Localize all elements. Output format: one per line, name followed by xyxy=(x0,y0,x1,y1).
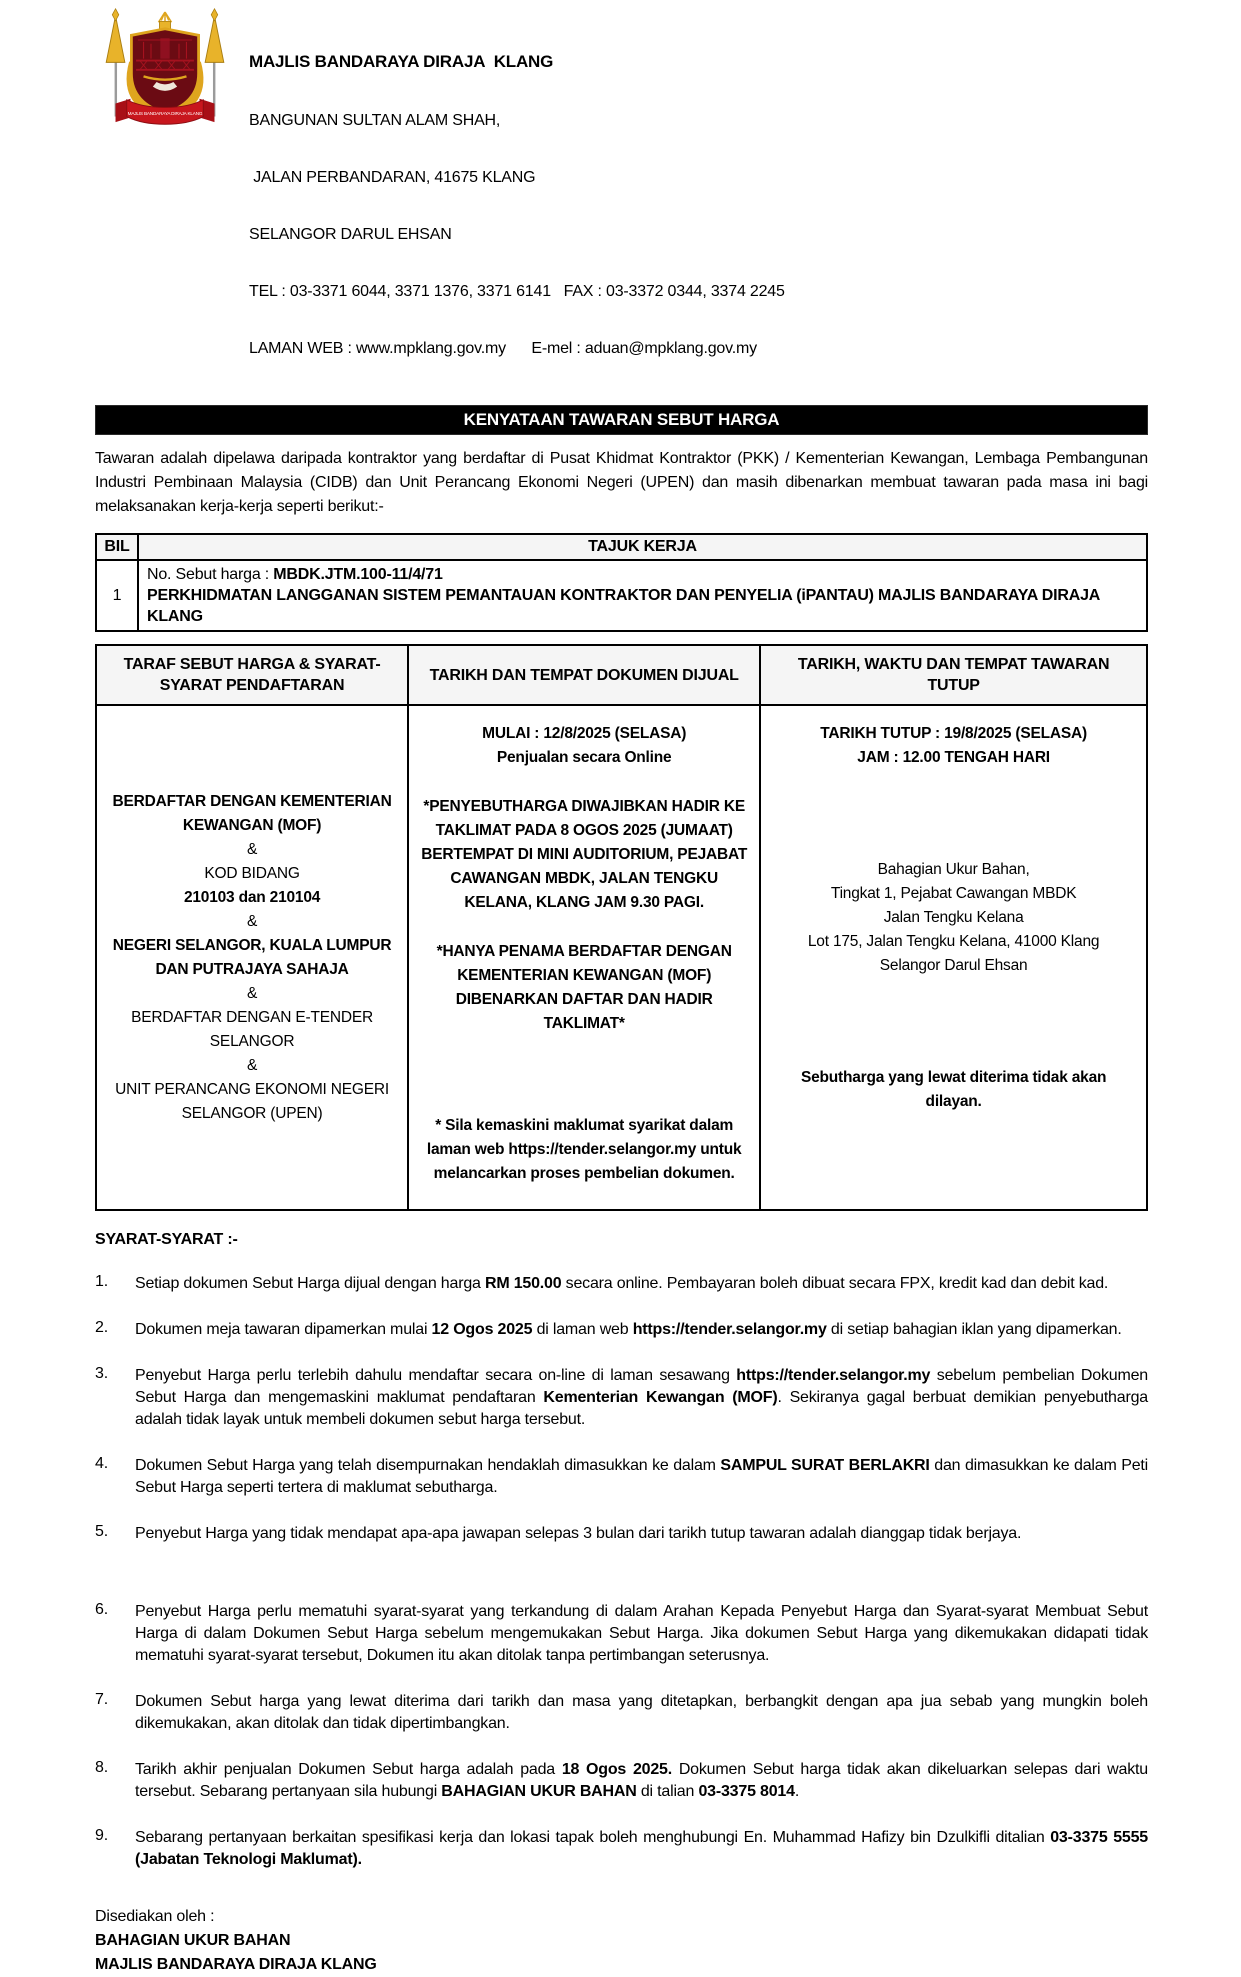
crest-top-ornament xyxy=(158,12,171,30)
registration-requirements-cell xyxy=(96,705,408,1210)
intro-paragraph: Tawaran adalah dipelawa daripada kontraktor yang berdaftar di Pusat Khidmat Kontraktor (PKK) / Kementerian Kewangan, Lembaga Pembangunan Industri Pembinaan Malaysia (CIDB) dan Unit Perancang Ekonomi Negeri (UPEN) dan masih dibenarkan membuat tawaran pada masa ini bagi melaksanakan kerja-kerja seperti berikut:- xyxy=(95,450,1148,515)
left-flag-icon xyxy=(106,9,125,117)
right-flag-icon xyxy=(205,9,224,117)
text-line: & xyxy=(247,912,258,930)
text-line: & xyxy=(247,984,258,1002)
text-line: MULAI : 12/8/2025 (SELASA) xyxy=(482,725,687,742)
condition-item xyxy=(95,1759,1148,1803)
text-segment: Dokumen Sebut harga yang lewat diterima dari tarikh dan masa yang ditetapkan, berbangkit dengan apa jua sebab yang mungkin boleh dikemukakan, akan ditolak dan tidak dipertimbangkan. xyxy=(135,1693,1148,1732)
text-segment: . Sekiranya gagal berbuat demikian penyebutharga adalah tidak layak untuk membeli dokumen sebut harga tersebut. xyxy=(135,1389,1148,1428)
text-segment: . xyxy=(794,1783,800,1800)
text-line: Penjualan secara Online xyxy=(496,749,672,766)
condition-text xyxy=(135,1455,1148,1499)
text-line: *HANYA PENAMA BERDAFTAR DENGAN KEMENTERIAN KEWANGAN (MOF) DIBENARKAN DAFTAR DAN HADIR TAKLIMAT* xyxy=(436,943,732,1032)
text-segment: Kementerian Kewangan (MOF) xyxy=(543,1389,778,1406)
cell-paragraph xyxy=(773,858,1134,978)
text-segment: di setiap bahagian iklan yang dipamerkan. xyxy=(826,1321,1122,1338)
letterhead xyxy=(95,6,1148,396)
text-line: * Sila kemaskini maklumat syarikat dalam laman web https://tender.selangor.my untuk melancarkan proses pembelian dokumen. xyxy=(426,1117,742,1182)
condition-text xyxy=(135,1827,1148,1871)
text-line: 210103 dan 210104 xyxy=(183,888,321,906)
text-segment: https://tender.selangor.my xyxy=(632,1321,827,1338)
text-segment: Penyebut Harga yang tidak mendapat apa-apa jawapan selepas 3 bulan dari tarikh tutup tawaran adalah dianggap tidak berjaya. xyxy=(135,1525,1022,1542)
text-line: & xyxy=(247,1056,258,1074)
text-segment: Dokumen Sebut Harga yang telah disempurnakan hendaklah dimasukkan ke dalam xyxy=(135,1457,721,1474)
condition-item xyxy=(95,1601,1148,1667)
prepared-by-label: Disediakan oleh : xyxy=(95,1908,215,1925)
cell-paragraph xyxy=(773,1066,1134,1114)
text-line: *PENYEBUTHARGA DIWAJIBKAN HADIR KE TAKLIMAT PADA 8 OGOS 2025 (JUMAAT) BERTEMPAT DI MINI AUDITORIUM, PEJABAT CAWANGAN MBDK, JALAN TENGKU KELANA, KLANG JAM 9.30 PAGI. xyxy=(421,798,748,911)
text-segment: sebelum pembelian Dokumen Sebut Harga dan mengemaskini maklumat pendaftaran xyxy=(135,1367,1148,1406)
text-segment: https://tender.selangor.my xyxy=(736,1367,931,1384)
text-segment: BAHAGIAN UKUR BAHAN xyxy=(441,1783,637,1800)
text-line: TARIKH TUTUP : 19/8/2025 (SELASA) xyxy=(820,725,1087,742)
text-segment: Dokumen meja tawaran dipamerkan mulai xyxy=(135,1321,432,1338)
text-segment: No. Sebut harga : xyxy=(147,566,274,583)
footer-org: MAJLIS BANDARAYA DIRAJA KLANG xyxy=(95,1956,377,1973)
text-segment: SAMPUL SURAT BERLAKRI xyxy=(720,1457,930,1474)
text-line: Jalan Tengku Kelana xyxy=(883,909,1024,926)
text-line: Bahagian Ukur Bahan, xyxy=(877,861,1030,878)
condition-text xyxy=(135,1523,1148,1545)
text-line: KOD BIDANG xyxy=(204,864,300,882)
text-line: Lot 175, Jalan Tengku Kelana, 41000 Klang xyxy=(807,933,1100,950)
text-line: NEGERI SELANGOR, KUALA LUMPUR DAN PUTRAJAYA SAHAJA xyxy=(112,936,392,978)
text-segment: RM 150.00 xyxy=(484,1275,562,1292)
condition-number: 5. xyxy=(95,1523,108,1540)
col-header-tarikh-dijual: TARIKH DAN TEMPAT DOKUMEN DIJUAL xyxy=(408,645,760,705)
address-line-2: JALAN PERBANDARAN, 41675 KLANG xyxy=(249,169,536,186)
cell-paragraph xyxy=(421,940,747,1036)
info-table xyxy=(95,644,1148,1211)
job-row-details xyxy=(138,560,1147,631)
text-line: Tingkat 1, Pejabat Cawangan MBDK xyxy=(830,885,1077,902)
condition-text xyxy=(135,1601,1148,1667)
text-line: UNIT PERANCANG EKONOMI NEGERI SELANGOR (UPEN) xyxy=(115,1080,389,1122)
condition-item xyxy=(95,1691,1148,1735)
cell-paragraph xyxy=(773,722,1134,770)
text-segment: di talian xyxy=(636,1783,699,1800)
text-segment: 12 Ogos 2025 xyxy=(431,1321,533,1338)
condition-number: 3. xyxy=(95,1365,108,1382)
condition-number: 9. xyxy=(95,1827,108,1844)
text-segment: di laman web xyxy=(532,1321,633,1338)
condition-item xyxy=(95,1455,1148,1499)
text-segment: 18 Ogos 2025. xyxy=(561,1761,672,1778)
condition-number: 4. xyxy=(95,1455,108,1472)
text-line: JAM : 12.00 TENGAH HARI xyxy=(857,749,1050,766)
text-line: Selangor Darul Ehsan xyxy=(879,957,1028,974)
conditions-list xyxy=(95,1273,1148,1871)
text-line: Sebutharga yang lewat diterima tidak akan dilayan. xyxy=(800,1069,1107,1110)
address-line-3: SELANGOR DARUL EHSAN xyxy=(249,226,452,243)
condition-text xyxy=(135,1691,1148,1735)
text-segment: Setiap dokumen Sebut Harga dijual dengan harga xyxy=(135,1275,485,1292)
closing-info-cell xyxy=(760,705,1147,1210)
condition-text xyxy=(135,1365,1148,1431)
notice-title-banner xyxy=(95,405,1148,435)
cell-paragraph xyxy=(109,790,395,1126)
cell-paragraph xyxy=(421,1114,747,1186)
condition-number: 2. xyxy=(95,1319,108,1336)
tel-fax-line: TEL : 03-3371 6044, 3371 1376, 3371 6141 FAX : 03-3372 0344, 3374 2245 xyxy=(249,283,785,300)
condition-item xyxy=(95,1319,1148,1341)
condition-item xyxy=(95,1827,1148,1871)
job-table-header-row xyxy=(96,534,1147,560)
text-segment: dan dimasukkan ke dalam Peti Sebut Harga seperti tertera di maklumat sebutharga. xyxy=(135,1457,1148,1496)
col-header-bil: BIL xyxy=(96,534,138,560)
text-segment: secara online. Pembayaran boleh dibuat secara FPX, kredit kad dan debit kad. xyxy=(561,1275,1109,1292)
logo-ribbon-text: MAJLIS BANDARAYA DIRAJA KLANG xyxy=(127,111,203,117)
condition-number: 7. xyxy=(95,1691,108,1708)
text-line: & xyxy=(247,840,258,858)
condition-item xyxy=(95,1523,1148,1545)
notice-title: KENYATAAN TAWARAN SEBUT HARGA xyxy=(463,410,780,429)
job-title: PERKHIDMATAN LANGGANAN SISTEM PEMANTAUAN KONTRAKTOR DAN PENYELIA (iPANTAU) MAJLIS BANDARAYA DIRAJA KLANG xyxy=(147,587,1100,625)
cell-paragraph xyxy=(421,795,747,915)
condition-text xyxy=(135,1759,1148,1803)
text-segment: Tarikh akhir penjualan Dokumen Sebut harga adalah pada xyxy=(135,1761,562,1778)
condition-number: 1. xyxy=(95,1273,108,1290)
quotation-ref-line xyxy=(147,564,1138,585)
footer-department: BAHAGIAN UKUR BAHAN xyxy=(95,1932,291,1949)
letterhead-text xyxy=(249,6,785,396)
col-header-tawaran-tutup: TARIKH, WAKTU DAN TEMPAT TAWARAN TUTUP xyxy=(760,645,1147,705)
text-segment: Penyebut Harga perlu mematuhi syarat-syarat yang terkandung di dalam Arahan Kepada Penyebut Harga dan Syarat-syarat Membuat Sebut Harga di dalam Dokumen Sebut Harga sebelum mengemukakan Sebut Harga. Jika dokumen Sebut Harga yang dikemukakan didapati tidak mematuhi syarat-syarat tersebut, Dokumen itu akan ditolak tanpa pertimbangan seterusnya. xyxy=(135,1603,1148,1664)
text-line: BERDAFTAR DENGAN E-TENDER SELANGOR xyxy=(131,1008,373,1050)
condition-number: 6. xyxy=(95,1601,108,1618)
condition-text xyxy=(135,1319,1148,1341)
text-segment: Penyebut Harga perlu terlebih dahulu mendaftar secara on-line di laman sesawang xyxy=(135,1367,737,1384)
condition-number: 8. xyxy=(95,1759,108,1776)
document-sale-cell xyxy=(408,705,760,1210)
web-email-line: LAMAN WEB : www.mpklang.gov.my E-mel : aduan@mpklang.gov.my xyxy=(249,340,757,357)
info-table-header-row xyxy=(96,645,1147,705)
org-name: MAJLIS BANDARAYA DIRAJA KLANG xyxy=(249,52,554,71)
address-line-1: BANGUNAN SULTAN ALAM SHAH, xyxy=(249,112,501,129)
text-segment: Dokumen Sebut harga tidak akan dikeluarkan selepas dari waktu tersebut. Sebarang pertanyaan sila hubungi xyxy=(135,1761,1148,1800)
mbdk-crest-logo xyxy=(95,6,235,130)
col-header-taraf: TARAF SEBUT HARGA & SYARAT-SYARAT PENDAFTARAN xyxy=(96,645,408,705)
footer-block xyxy=(95,1905,1148,1977)
job-row-number: 1 xyxy=(96,560,138,631)
text-segment: 03-3375 8014 xyxy=(698,1783,795,1800)
text-segment: Sebarang pertanyaan berkaitan spesifikasi kerja dan lokasi tapak boleh menghubungi En. Muhammad Hafizy bin Dzulkifli ditalian xyxy=(135,1829,1051,1846)
job-table-row xyxy=(96,560,1147,631)
col-header-tajuk-kerja: TAJUK KERJA xyxy=(138,534,1147,560)
cell-paragraph xyxy=(421,722,747,770)
text-segment: MBDK.JTM.100-11/4/71 xyxy=(273,566,443,583)
condition-item xyxy=(95,1365,1148,1431)
job-table xyxy=(95,533,1148,632)
condition-item xyxy=(95,1273,1148,1295)
condition-text xyxy=(135,1273,1148,1295)
info-table-body-row xyxy=(96,705,1147,1210)
text-segment: 03-3375 5555 (Jabatan Teknologi Maklumat). xyxy=(135,1829,1148,1868)
conditions-heading: SYARAT-SYARAT :- xyxy=(95,1231,238,1248)
text-line: BERDAFTAR DENGAN KEMENTERIAN KEWANGAN (MOF) xyxy=(112,792,392,834)
